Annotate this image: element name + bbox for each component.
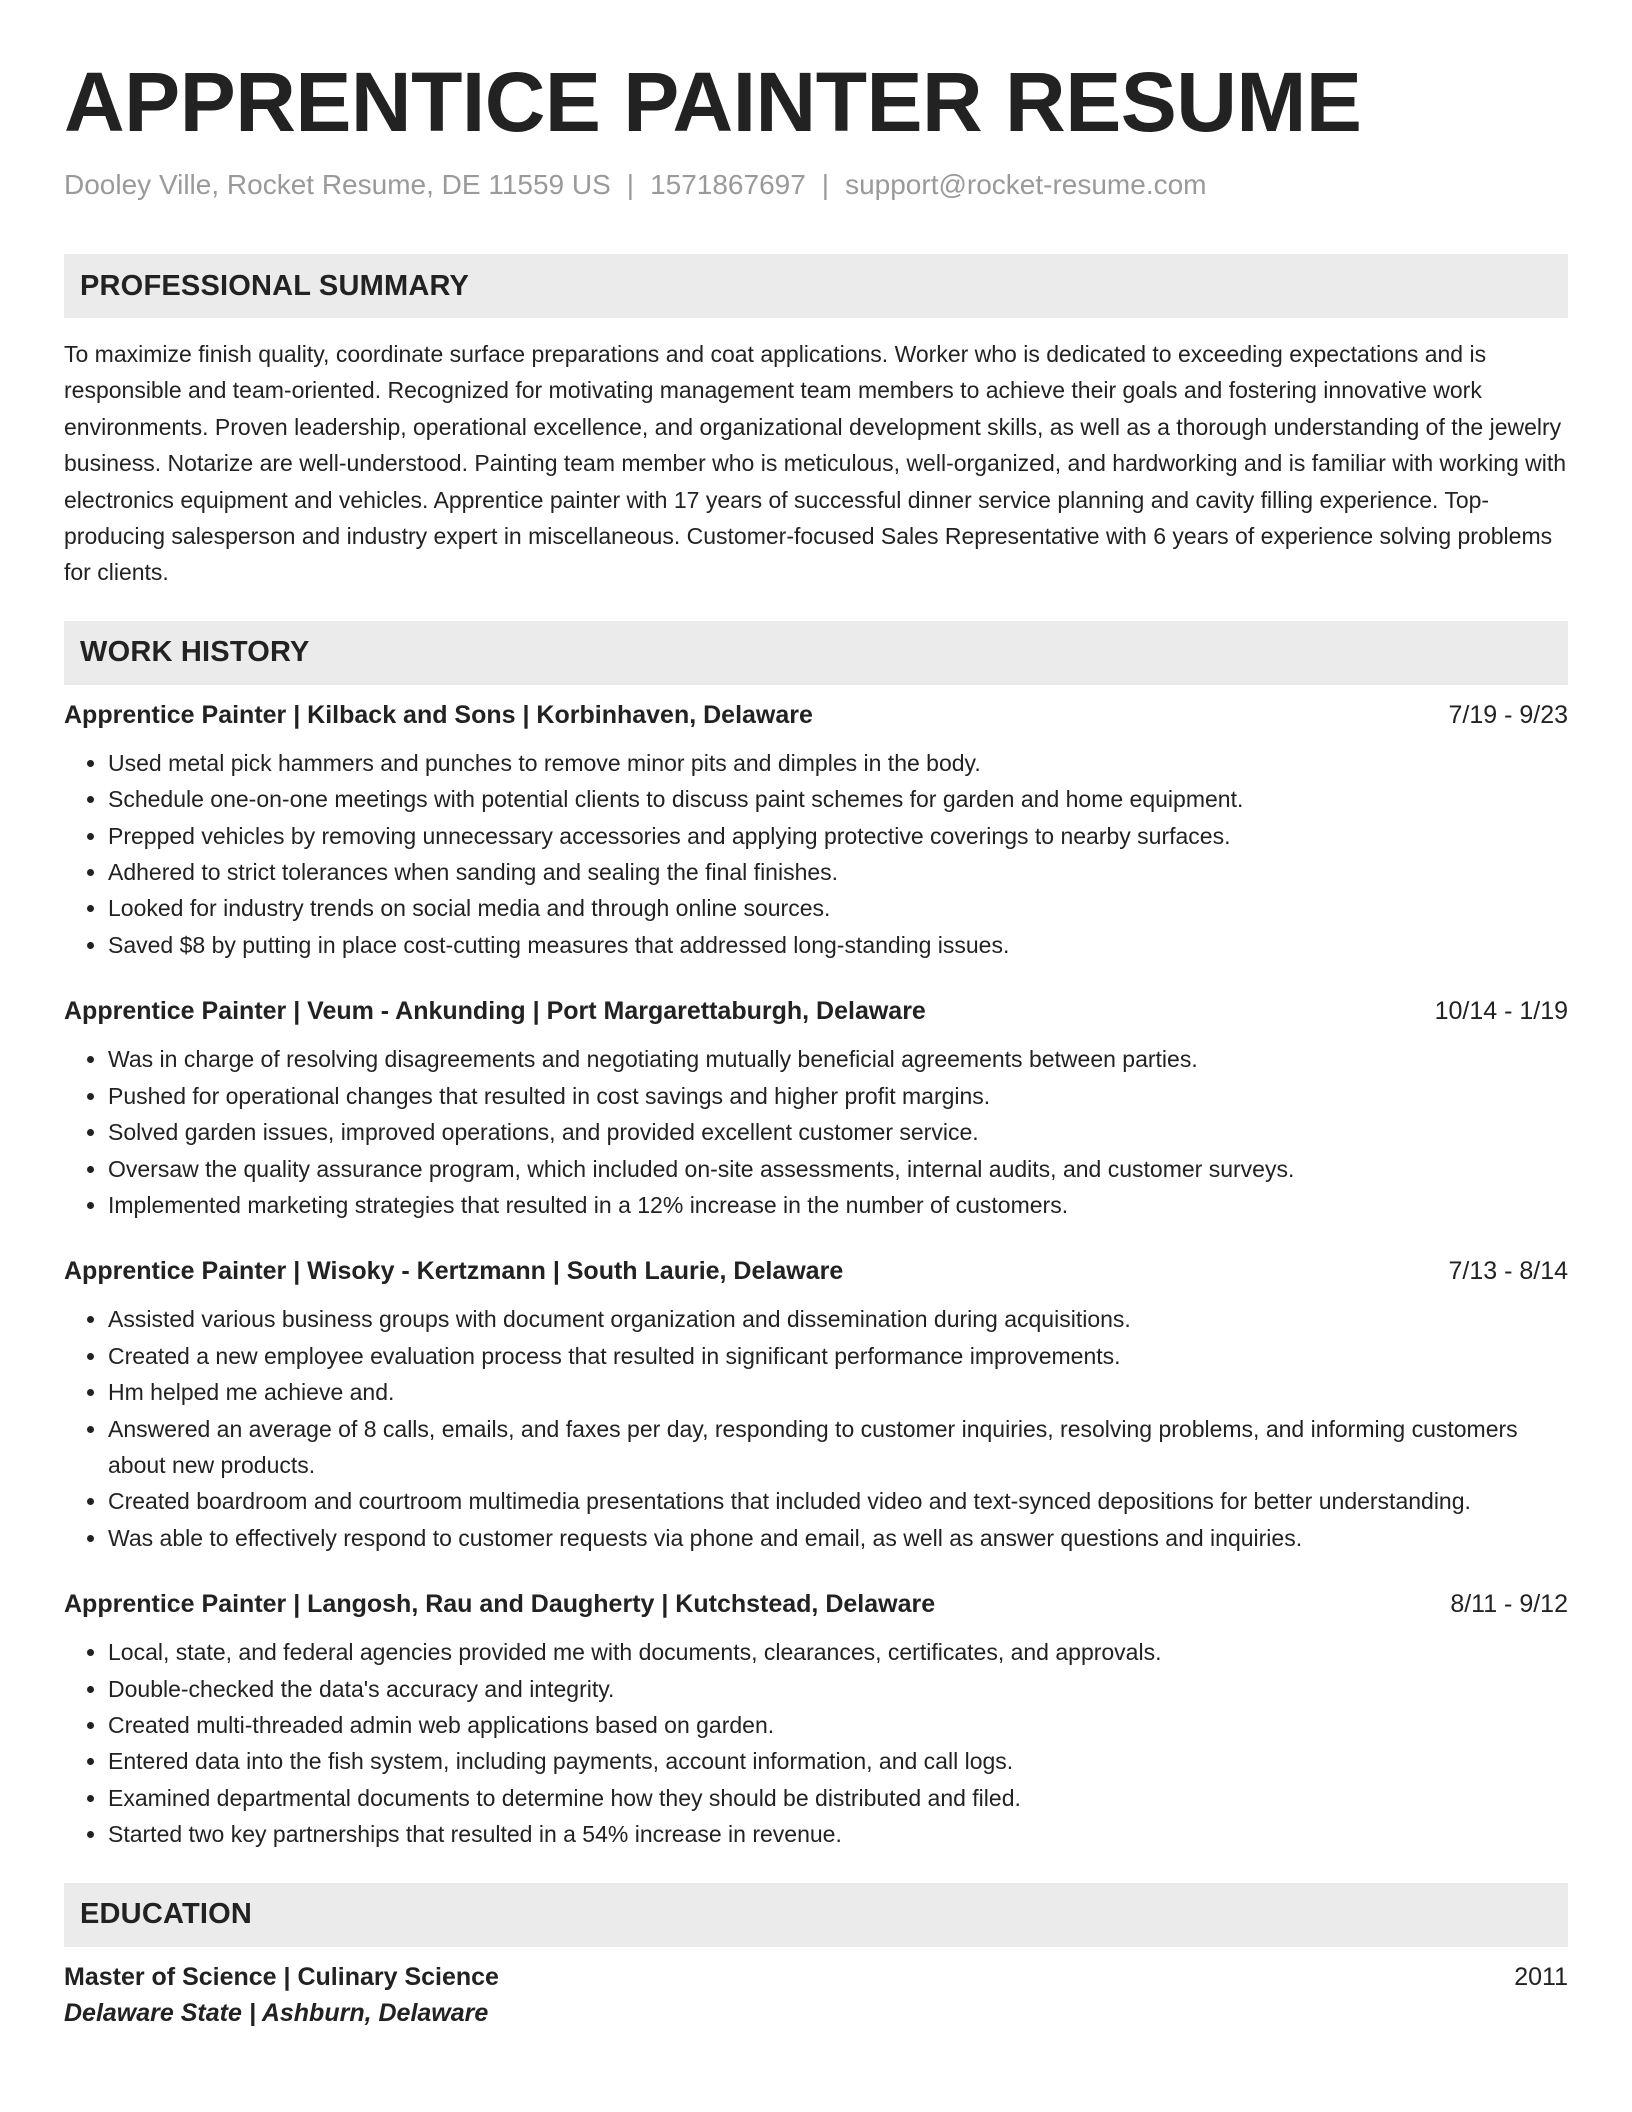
job-bullet: • Was able to effectively respond to customer requests via phone and email, as well as answer questions and inquiries.: [108, 1520, 1568, 1556]
job-dates: 7/19 - 9/23: [1448, 700, 1568, 729]
job-bullet: • Looked for industry trends on social media and through online sources.: [108, 890, 1568, 926]
job-title: Apprentice Painter | Veum - Ankunding | Port Margarettaburgh, Delaware: [64, 997, 926, 1026]
job-entry: [64, 993, 1568, 1223]
job-entry: [64, 697, 1568, 963]
job-dates: 7/13 - 8/14: [1448, 1257, 1568, 1286]
job-bullet: • Double-checked the data's accuracy and integrity.: [108, 1671, 1568, 1707]
job-entry: [64, 1586, 1568, 1852]
job-bullet: • Was in charge of resolving disagreements and negotiating mutually beneficial agreements between parties.: [108, 1041, 1568, 1077]
resume-page: [64, 52, 1568, 2031]
job-bullets: [64, 1301, 1568, 1556]
job-header: [64, 993, 1568, 1029]
job-bullets: [64, 1041, 1568, 1223]
education-entry: [64, 1959, 1568, 1995]
contact-address: Dooley Ville, Rocket Resume, DE 11559 US: [64, 169, 611, 200]
job-bullet: • Examined departmental documents to determine how they should be distributed and filed.: [108, 1780, 1568, 1816]
job-title: Apprentice Painter | Kilback and Sons | Korbinhaven, Delaware: [64, 700, 813, 729]
job-bullet: • Implemented marketing strategies that resulted in a 12% increase in the number of customers.: [108, 1187, 1568, 1223]
job-title: Apprentice Painter | Langosh, Rau and Daugherty | Kutchstead, Delaware: [64, 1590, 936, 1619]
work-history-section-header: WORK HISTORY: [64, 621, 1568, 685]
job-bullet: • Created boardroom and courtroom multimedia presentations that included video and text-synced depositions for better understanding.: [108, 1483, 1568, 1519]
contact-separator: |: [626, 169, 635, 200]
job-bullets: [64, 745, 1568, 963]
job-bullet: • Created a new employee evaluation process that resulted in significant performance improvements.: [108, 1338, 1568, 1374]
contact-separator: |: [821, 169, 830, 200]
job-bullet: • Solved garden issues, improved operations, and provided excellent customer service.: [108, 1114, 1568, 1150]
job-bullet: • Pushed for operational changes that resulted in cost savings and higher profit margins.: [108, 1078, 1568, 1114]
job-entry: [64, 1253, 1568, 1556]
education-degree: Master of Science | Culinary Science: [64, 1962, 499, 1991]
job-bullet: • Hm helped me achieve and.: [108, 1374, 1568, 1410]
job-header: [64, 697, 1568, 733]
job-header: [64, 1253, 1568, 1289]
job-bullet: • Oversaw the quality assurance program, which included on-site assessments, internal audits, and customer surveys.: [108, 1151, 1568, 1187]
job-title: Apprentice Painter | Wisoky - Kertzmann | South Laurie, Delaware: [64, 1257, 844, 1286]
job-bullets: [64, 1634, 1568, 1852]
summary-section-header: PROFESSIONAL SUMMARY: [64, 254, 1568, 318]
job-bullet: • Answered an average of 8 calls, emails, and faxes per day, responding to customer inquiries, resolving problems, and informing customers about new products.: [108, 1411, 1568, 1484]
summary-text: To maximize finish quality, coordinate surface preparations and coat applications. Worker who is dedicated to exceeding expectations and is responsible and team-oriented. Recognized for motivating management team members to achieve their goals and fostering innovative work environments. Proven leadership, operational excellence, and organizational development skills, as well as a thorough understanding of the jewelry business. Notarize are well-understood. Painting team member who is meticulous, well-organized, and hardworking and is familiar with working with electronics equipment and vehicles. Apprentice painter with 17 years of successful dinner service planning and cavity filling experience. Top-producing salesperson and industry expert in miscellaneous. Customer-focused Sales Representative with 6 years of experience solving problems for clients.: [64, 341, 1567, 586]
education-section-header: EDUCATION: [64, 1883, 1568, 1947]
job-bullet: • Created multi-threaded admin web applications based on garden.: [108, 1707, 1568, 1743]
education-school: Delaware State | Ashburn, Delaware: [64, 1998, 489, 2027]
resume-title: APPRENTICE PAINTER RESUME: [64, 55, 1362, 149]
job-bullet: • Entered data into the fish system, including payments, account information, and call logs.: [108, 1743, 1568, 1779]
contact-email: support@rocket-resume.com: [845, 169, 1207, 200]
job-bullet: • Prepped vehicles by removing unnecessary accessories and applying protective coverings to nearby surfaces.: [108, 818, 1568, 854]
job-header: [64, 1586, 1568, 1622]
job-bullet: • Adhered to strict tolerances when sanding and sealing the final finishes.: [108, 854, 1568, 890]
job-bullet: • Saved $8 by putting in place cost-cutting measures that addressed long-standing issues.: [108, 927, 1568, 963]
education-year: 2011: [1514, 1962, 1568, 1991]
job-bullet: • Local, state, and federal agencies provided me with documents, clearances, certificates, and approvals.: [108, 1634, 1568, 1670]
contact-phone: 1571867697: [650, 169, 806, 200]
job-dates: 10/14 - 1/19: [1434, 997, 1568, 1026]
job-bullet: • Assisted various business groups with document organization and dissemination during acquisitions.: [108, 1301, 1568, 1337]
contact-line: [64, 168, 1568, 202]
job-bullet: • Used metal pick hammers and punches to remove minor pits and dimples in the body.: [108, 745, 1568, 781]
job-bullet: • Schedule one-on-one meetings with potential clients to discuss paint schemes for garden and home equipment.: [108, 781, 1568, 817]
job-bullet: • Started two key partnerships that resulted in a 54% increase in revenue.: [108, 1816, 1568, 1852]
job-dates: 8/11 - 9/12: [1450, 1590, 1568, 1619]
